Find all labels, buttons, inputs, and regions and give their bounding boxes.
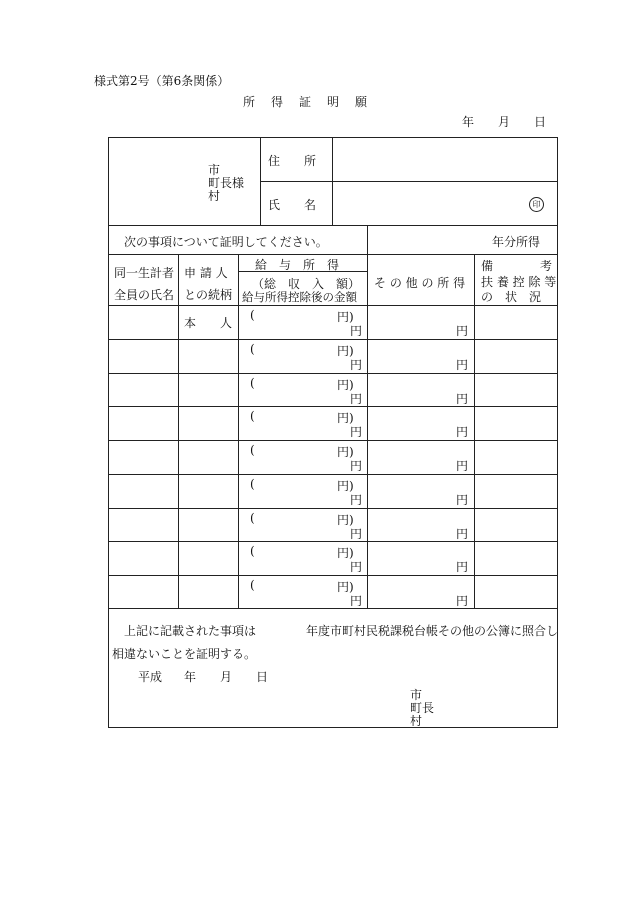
open-paren: ( bbox=[250, 342, 255, 356]
cert-era: 平成 bbox=[138, 670, 163, 684]
gross-yen-label: 円) bbox=[337, 513, 354, 527]
annual-income-label: 年分所得 bbox=[492, 235, 541, 249]
other-yen-label: 円 bbox=[456, 527, 469, 541]
other-yen-label: 円 bbox=[456, 560, 469, 574]
household-name-cell[interactable] bbox=[110, 476, 176, 506]
open-paren: ( bbox=[250, 544, 255, 558]
household-name-cell[interactable] bbox=[110, 375, 176, 405]
other-yen-label: 円 bbox=[456, 594, 469, 608]
relation-cell[interactable] bbox=[180, 408, 236, 438]
open-paren: ( bbox=[250, 409, 255, 423]
seal-mark-icon: 印 bbox=[529, 197, 544, 212]
addressee-city: 市 bbox=[208, 163, 221, 177]
col-household-line1: 同一生計者 bbox=[114, 266, 175, 280]
col-household-line2: 全員の氏名 bbox=[114, 288, 175, 302]
cert-text-part2: 年度市町村民税課税台帳その他の公簿に照合し bbox=[306, 624, 559, 638]
gross-yen-label: 円) bbox=[337, 411, 354, 425]
open-paren: ( bbox=[250, 443, 255, 457]
col-remarks-line1-a: 備 bbox=[481, 259, 494, 273]
date-line: 年 月 日 bbox=[462, 115, 547, 129]
remarks-cell[interactable] bbox=[476, 442, 556, 472]
relation-cell[interactable] bbox=[180, 375, 236, 405]
address-label: 住 所 bbox=[268, 154, 317, 168]
cert-date: 年 月 日 bbox=[184, 670, 269, 684]
net-yen-label: 円 bbox=[350, 594, 363, 608]
col-salary-line3: 給与所得控除後の金額 bbox=[242, 290, 357, 304]
net-yen-label: 円 bbox=[350, 324, 363, 338]
net-yen-label: 円 bbox=[350, 392, 363, 406]
col-salary-line1: 給 与 所 得 bbox=[255, 258, 340, 272]
other-yen-label: 円 bbox=[456, 392, 469, 406]
cert-mayor: 町長 bbox=[410, 701, 435, 715]
cert-city: 市 bbox=[410, 688, 423, 702]
addressee-village: 村 bbox=[208, 189, 221, 203]
remarks-cell[interactable] bbox=[476, 543, 556, 573]
relation-cell[interactable] bbox=[180, 442, 236, 472]
relation-cell[interactable] bbox=[180, 510, 236, 540]
page-title: 所 得 証 明 願 bbox=[243, 95, 370, 109]
open-paren: ( bbox=[250, 376, 255, 390]
remarks-cell[interactable] bbox=[476, 476, 556, 506]
addressee-mayor: 町長様 bbox=[208, 176, 245, 190]
open-paren: ( bbox=[250, 477, 255, 491]
gross-yen-label: 円) bbox=[337, 310, 354, 324]
gross-yen-label: 円) bbox=[337, 479, 354, 493]
net-yen-label: 円 bbox=[350, 527, 363, 541]
open-paren: ( bbox=[250, 308, 255, 322]
gross-yen-label: 円) bbox=[337, 378, 354, 392]
open-paren: ( bbox=[250, 578, 255, 592]
col-other-income: そ の 他 の 所 得 bbox=[374, 276, 466, 290]
household-name-cell[interactable] bbox=[110, 307, 176, 337]
name-field[interactable] bbox=[337, 185, 522, 223]
other-yen-label: 円 bbox=[456, 324, 469, 338]
other-yen-label: 円 bbox=[456, 358, 469, 372]
gross-yen-label: 円) bbox=[337, 445, 354, 459]
net-yen-label: 円 bbox=[350, 425, 363, 439]
form-number: 様式第2号（第6条関係） bbox=[94, 74, 230, 88]
cert-text-part1: 上記に記載された事項は bbox=[124, 624, 257, 638]
col-remarks-line2: 扶 養 控 除 等 bbox=[481, 275, 557, 289]
cert-village: 村 bbox=[410, 714, 423, 728]
col-relation-line1: 申 請 人 bbox=[184, 266, 228, 280]
remarks-cell[interactable] bbox=[476, 577, 556, 607]
remarks-cell[interactable] bbox=[476, 341, 556, 371]
remarks-cell[interactable] bbox=[476, 408, 556, 438]
col-remarks-line1-b: 考 bbox=[540, 259, 553, 273]
household-name-cell[interactable] bbox=[110, 442, 176, 472]
gross-yen-label: 円) bbox=[337, 580, 354, 594]
household-name-cell[interactable] bbox=[110, 341, 176, 371]
net-yen-label: 円 bbox=[350, 493, 363, 507]
open-paren: ( bbox=[250, 511, 255, 525]
household-name-cell[interactable] bbox=[110, 408, 176, 438]
request-text: 次の事項について証明してください。 bbox=[124, 235, 328, 249]
col-relation-line2: との続柄 bbox=[184, 288, 233, 302]
other-yen-label: 円 bbox=[456, 425, 469, 439]
col-remarks-line3: の 状 況 bbox=[481, 290, 542, 304]
relation-cell[interactable] bbox=[180, 543, 236, 573]
remarks-cell[interactable] bbox=[476, 307, 556, 337]
col-salary-line2: （総 収 入 額） bbox=[252, 277, 361, 291]
name-label: 氏 名 bbox=[268, 198, 317, 212]
relation-cell[interactable] bbox=[180, 577, 236, 607]
relation-cell[interactable] bbox=[180, 341, 236, 371]
relation-cell[interactable] bbox=[180, 476, 236, 506]
household-name-cell[interactable] bbox=[110, 577, 176, 607]
net-yen-label: 円 bbox=[350, 560, 363, 574]
cert-text-part3: 相違ないことを証明する。 bbox=[112, 647, 257, 661]
remarks-cell[interactable] bbox=[476, 510, 556, 540]
net-yen-label: 円 bbox=[350, 358, 363, 372]
gross-yen-label: 円) bbox=[337, 546, 354, 560]
relation-text: 本 人 bbox=[184, 316, 233, 330]
remarks-cell[interactable] bbox=[476, 375, 556, 405]
net-yen-label: 円 bbox=[350, 459, 363, 473]
gross-yen-label: 円) bbox=[337, 344, 354, 358]
other-yen-label: 円 bbox=[456, 459, 469, 473]
household-name-cell[interactable] bbox=[110, 510, 176, 540]
household-name-cell[interactable] bbox=[110, 543, 176, 573]
address-field[interactable] bbox=[337, 141, 553, 179]
other-yen-label: 円 bbox=[456, 493, 469, 507]
